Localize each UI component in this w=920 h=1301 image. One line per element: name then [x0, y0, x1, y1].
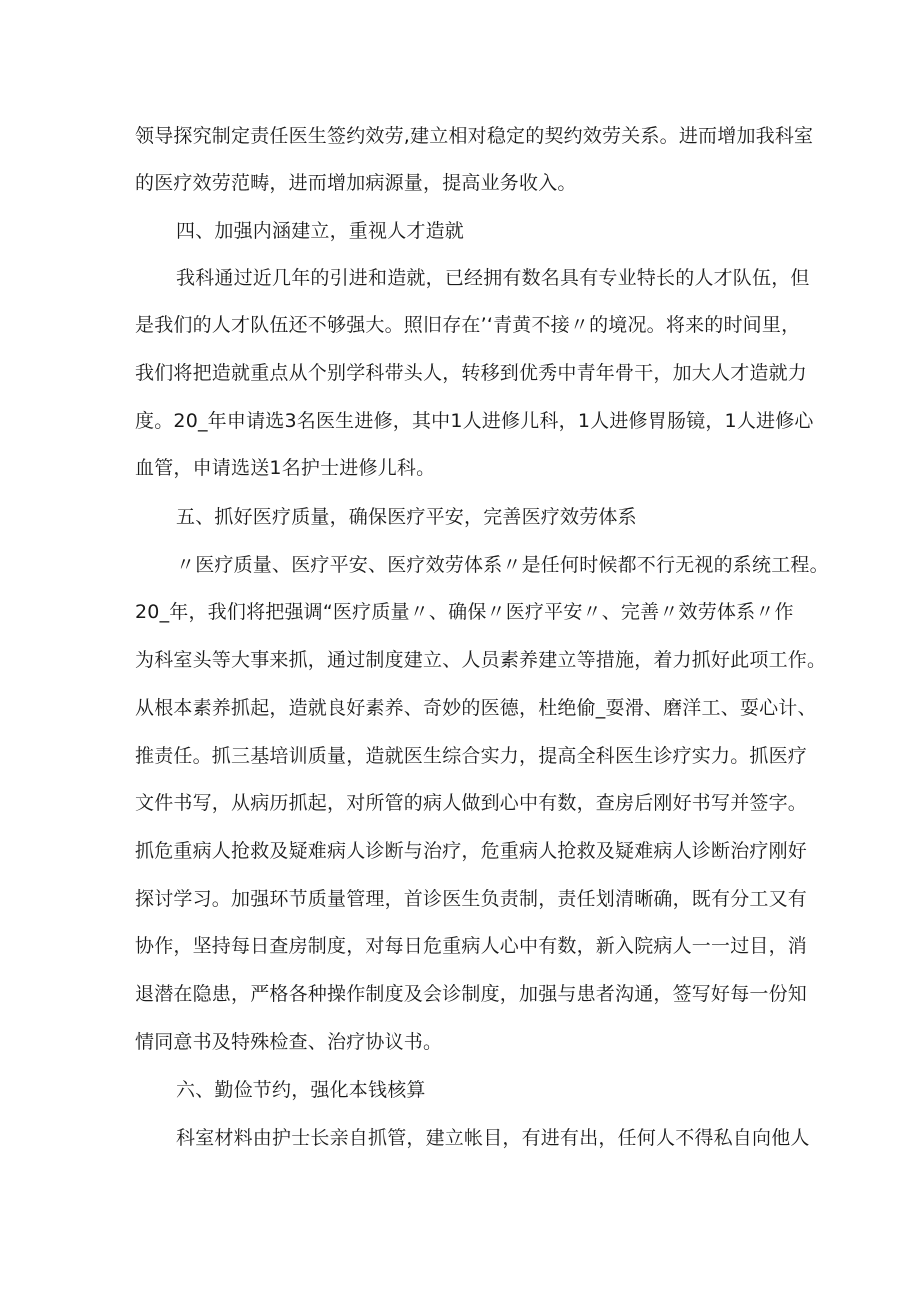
section-heading-4: 四、加强内涵建立，重视人才造就: [176, 220, 465, 242]
paragraph-line: 的医疗效劳范畴，进而增加病源量，提高业务收入。: [135, 172, 577, 194]
paragraph-line: 我科通过近几年的引进和造就，已经拥有数名具有专业特长的人才队伍，但: [176, 267, 810, 289]
section-heading-5: 五、抓好医疗质量，确保医疗平安，完善医疗效劳体系: [176, 506, 637, 528]
paragraph-line: 〃医疗质量、医疗平安、医疗效劳体系〃是任何时候都不行无视的系统工程。: [176, 554, 829, 576]
paragraph-line: 科室材料由护士长亲自抓管，建立帐目，有进有出，任何人不得私自向他人: [176, 1127, 810, 1149]
paragraph-line: 从根本素养抓起，造就良好素养、奇妙的医德，杜绝偷_耍滑、磨洋工、耍心计、: [135, 697, 817, 719]
paragraph-line: 情同意书及特殊检查、治疗协议书。: [135, 1031, 443, 1053]
paragraph-line: 文件书写，从病历抓起，对所管的病人做到心中有数，查房后刚好书写并签字。: [135, 792, 808, 814]
paragraph-line: 领导探究制定责任医生签约效劳,建立相对稳定的契约效劳关系。进而增加我科室: [135, 125, 814, 147]
paragraph-line: 协作，坚持每日查房制度，对每日危重病人心中有数，新入院病人一一过目，消: [135, 935, 808, 957]
paragraph-line: 推责任。抓三基培训质量，造就医生综合实力，提高全科医生诊疗实力。抓医疗: [135, 745, 808, 767]
paragraph-line: 20_年，我们将把强调“医疗质量〃、确保〃医疗平安〃、完善〃效劳体系〃作: [135, 601, 794, 623]
paragraph-line: 我们将把造就重点从个别学科带头人，转移到优秀中青年骨干，加大人才造就力: [135, 362, 808, 384]
paragraph-line: 退潜在隐患，严格各种操作制度及会诊制度，加强与患者沟通，签写好每一份知: [135, 983, 808, 1005]
paragraph-line: 度。20_年申请选3名医生进修，其中1人进修儿科，1人进修胃肠镜，1人进修心: [135, 410, 814, 432]
paragraph-line: 抓危重病人抢救及疑难病人诊断与治疗，危重病人抢救及疑难病人诊断治疗刚好: [135, 840, 808, 862]
section-heading-6: 六、勤俭节约，强化本钱核算: [176, 1079, 426, 1101]
paragraph-line: 探讨学习。加强环节质量管理，首诊医生负责制，责任划清晰确，既有分工又有: [135, 888, 808, 910]
paragraph-line: 为科室头等大事来抓，通过制度建立、人员素养建立等措施，着力抓好此项工作。: [135, 649, 827, 671]
paragraph-line: 是我们的人才队伍还不够强大。照旧存在’‘青黄不接〃的境况。将来的时间里，: [135, 314, 801, 336]
paragraph-line: 血管，申请选送1名护士进修儿科。: [135, 457, 436, 479]
